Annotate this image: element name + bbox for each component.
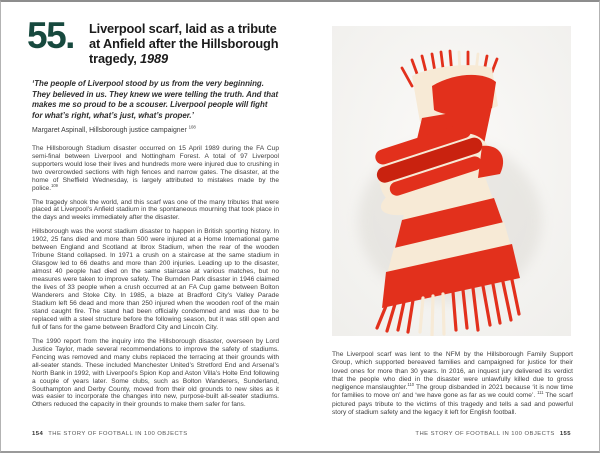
- chapter-title-line2: at Anfield after the Hillsborough: [89, 35, 279, 51]
- footnote-ref: 108: [188, 124, 196, 130]
- page-number-right: 155: [559, 431, 571, 437]
- page-number-left: 154: [32, 431, 44, 437]
- footnote-ref: 111: [537, 390, 544, 396]
- chapter-title: [89, 22, 297, 66]
- footer-right: [415, 431, 571, 437]
- book-title-label: THE STORY OF FOOTBALL IN 100 OBJECTS: [415, 431, 555, 437]
- book-title-label: THE STORY OF FOOTBALL IN 100 OBJECTS: [48, 431, 188, 437]
- footnote-ref: 109: [51, 182, 58, 188]
- pull-quote: ‘The people of Liverpool stood by us from the very beginning. They believed in us. They knew we were telling the truth. And that makes me so proud to be a scouser. Liverpool people will fight for what’s right, what’s just, what’s proper.’: [32, 79, 279, 121]
- scarf-illustration: [332, 26, 571, 336]
- chapter-title-line1: Liverpool scarf, laid as a tribute: [89, 21, 277, 36]
- article-body: [32, 145, 279, 410]
- chapter-title-year: 1989: [140, 50, 168, 66]
- quote-attribution: [32, 124, 279, 134]
- article-paragraph: Hillsborough was the worst stadium disaster to happen in British sporting history. In 1902, 25 fans died and more than 500 were injured at a Home International game between England and Scotland at Ibrox Stadium, when the rear of the wooden Tribune Stand collapsed. In 1971 a crush on a staircase at the same stadium in Glasgow led to 66 deaths and more than 200 injuries. Leading up to the disaster, almost 40 people had died on the same staircase at various matches, but no measures were taken to improve safety. The Burnden Park disaster in 1946 claimed the lives of 33 people when a crush occurred at an FA Cup game between Bolton Wanderers and Stoke City. In 1985, a blaze at Bradford City’s Valley Parade Stadium left 56 dead and more than 250 injured when the wooden roof of the main stand caught fire. The stand had been officially condemned and was due to be replaced with a steel structure before the following season, but it was still open and full of fans for the game between Bradford City and Lincoln City.: [32, 228, 279, 331]
- article-paragraph: The tragedy shook the world, and this scarf was one of the many tributes that were placed at Liverpool’s Anfield stadium in the spontaneous mourning that took place in the days and weeks immediately after the disaster.: [32, 198, 279, 222]
- article-paragraph: The Hillsborough Stadium disaster occurred on 15 April 1989 during the FA Cup semi-final between Liverpool and Nottingham Forest. A total of 97 Liverpool supporters would lose their lives and hundreds more were injured due to crushing in two overcrowded sections with high fences and narrow gates. The disaster, at the home of Sheffield Wednesday, is largely attributed to mistakes made by the police.$^{109}$: [32, 144, 279, 192]
- chapter-number: 55.: [27, 15, 74, 56]
- scarf-photo: [332, 26, 571, 336]
- footnote-ref: 110: [407, 382, 414, 387]
- quote-attribution-text: Margaret Aspinall, Hillsborough justice campaigner: [32, 126, 187, 134]
- left-column: [32, 79, 279, 415]
- article-paragraph: The 1990 report from the inquiry into the Hillsborough disaster, overseen by Lord Justice Taylor, made several recommendations to improve the safety of stadiums. Fencing was removed and many clubs replaced the terracing at their grounds with all-seater stands. These included Manchester United’s Stretford End and Arsenal’s North Bank in 1992, with Liverpool’s Spion Kop and Aston Villa’s Holte End following a couple of years later. Some clubs, such as Bolton Wanderers, Sunderland, Southampton and Derby County, moved from their old grounds to new sites as it was easier to incorporate the changes into new, purpose-built all-seater stadiums. Others reduced the capacity in their grounds to make them safer for fans.: [32, 337, 279, 409]
- chapter-title-line3: tragedy,: [89, 50, 141, 66]
- footer-left: [32, 431, 188, 437]
- photo-caption: The Liverpool scarf was lent to the NFM by the Hillsborough Family Support Group, which supported bereaved families and campaigned for justice for their loved ones for more than 30 years. In 2016, an inquest jury delivered its verdict that the people who died in the disaster were unlawfully killed due to gross negligence manslaughter.$^{110}$ The group disbanded in 2021 because ‘it is now time for families to move on’ and ‘we have gone as far as we could come’. $^{111}$ The scarf pictured pays tribute to the victims of this tragedy and tells a sad and powerful story of stadium safety and the legacy it left for English football.: [332, 351, 573, 417]
